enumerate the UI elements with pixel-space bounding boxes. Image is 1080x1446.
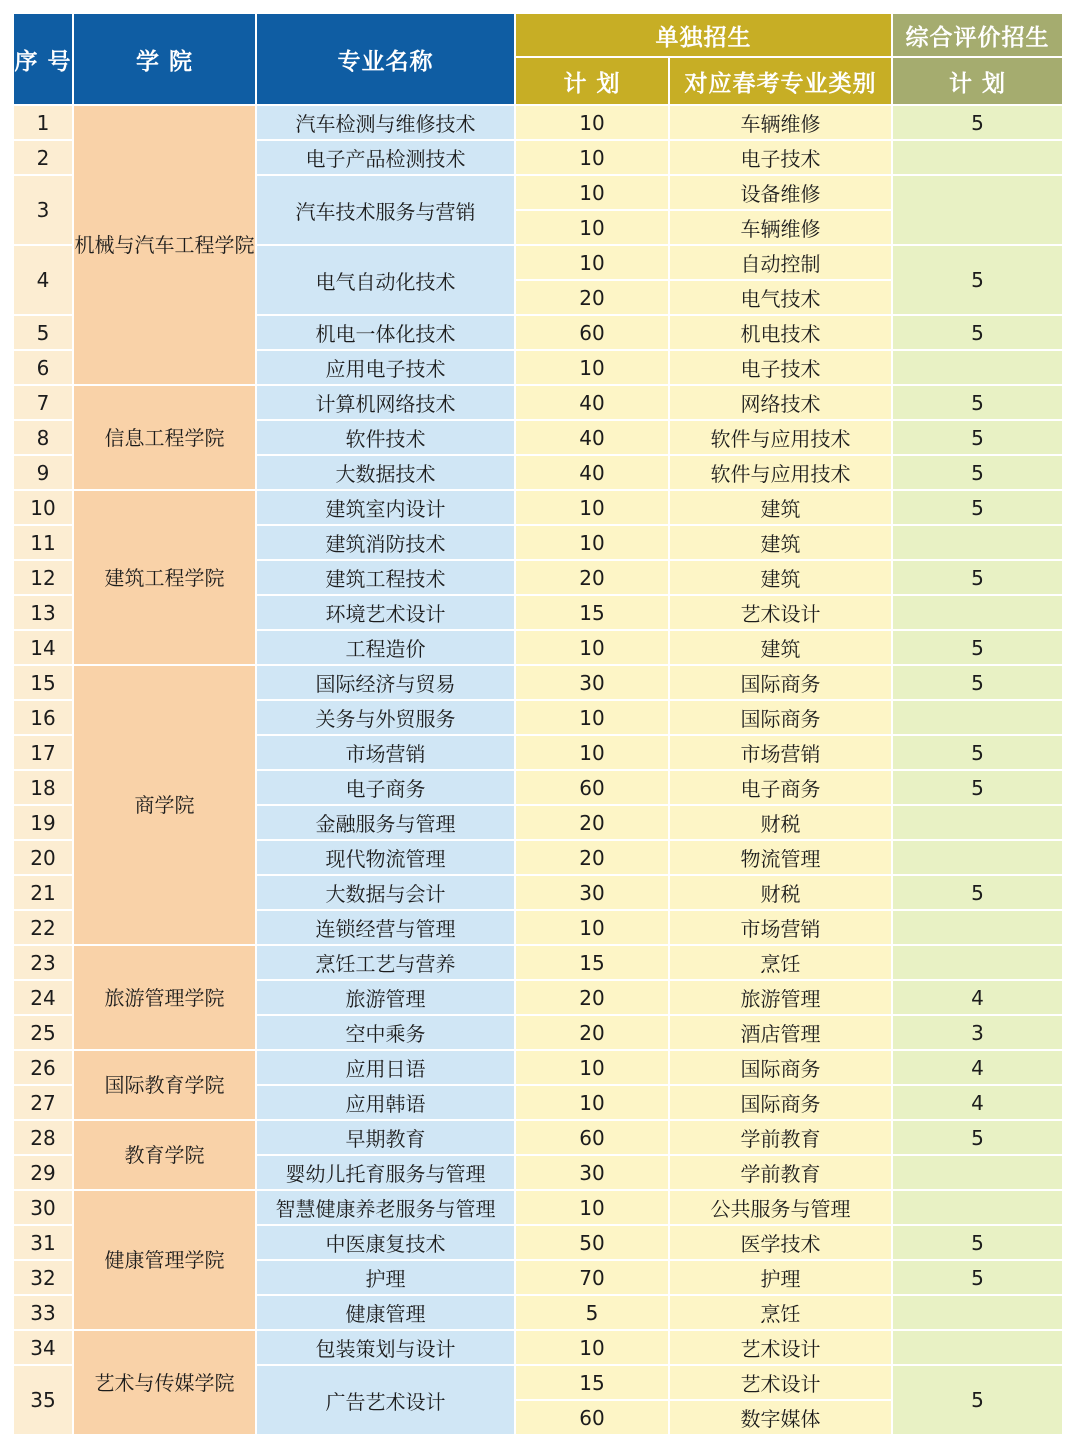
comprehensive-plan: [893, 806, 1064, 841]
spring-exam-category: 市场营销: [670, 911, 893, 946]
spring-exam-category: 财税: [670, 876, 893, 911]
header-comprehensive-plan: 计 划: [893, 58, 1064, 106]
comprehensive-plan: 3: [893, 1016, 1064, 1051]
table-row: [14, 1051, 1064, 1086]
comprehensive-plan: [893, 526, 1064, 561]
row-seq: 3: [14, 176, 74, 246]
header-independent-enrollment: 单独招生: [516, 14, 893, 58]
spring-exam-category: 电子商务: [670, 771, 893, 806]
college-name: 艺术与传媒学院: [74, 1331, 257, 1436]
independent-plan: 10: [516, 736, 670, 771]
row-seq: 30: [14, 1191, 74, 1226]
row-seq: 19: [14, 806, 74, 841]
college-name: 信息工程学院: [74, 386, 257, 491]
spring-exam-category: 艺术设计: [670, 1331, 893, 1366]
comprehensive-plan: 5: [893, 1366, 1064, 1436]
spring-exam-category: 数字媒体: [670, 1401, 893, 1436]
enrollment-plan-table: [14, 14, 1064, 1436]
row-seq: 31: [14, 1226, 74, 1261]
comprehensive-plan: 5: [893, 876, 1064, 911]
table-header: [14, 14, 1064, 106]
independent-plan: 10: [516, 701, 670, 736]
independent-plan: 70: [516, 1261, 670, 1296]
spring-exam-category: 学前教育: [670, 1121, 893, 1156]
row-seq: 24: [14, 981, 74, 1016]
row-seq: 2: [14, 141, 74, 176]
table-body: [14, 106, 1064, 1436]
comprehensive-plan: 5: [893, 106, 1064, 141]
spring-exam-category: 设备维修: [670, 176, 893, 211]
row-seq: 29: [14, 1156, 74, 1191]
header-comprehensive-enrollment: 综合评价招生: [893, 14, 1064, 58]
comprehensive-plan: 5: [893, 631, 1064, 666]
major-name: 应用日语: [257, 1051, 516, 1086]
row-seq: 33: [14, 1296, 74, 1331]
header-major: 专业名称: [257, 14, 516, 106]
major-name: 市场营销: [257, 736, 516, 771]
spring-exam-category: 车辆维修: [670, 106, 893, 141]
spring-exam-category: 物流管理: [670, 841, 893, 876]
row-seq: 13: [14, 596, 74, 631]
row-seq: 25: [14, 1016, 74, 1051]
major-name: 应用电子技术: [257, 351, 516, 386]
college-name: 机械与汽车工程学院: [74, 106, 257, 386]
spring-exam-category: 艺术设计: [670, 1366, 893, 1401]
major-name: 中医康复技术: [257, 1226, 516, 1261]
spring-exam-category: 建筑: [670, 491, 893, 526]
spring-exam-category: 国际商务: [670, 701, 893, 736]
major-name: 烹饪工艺与营养: [257, 946, 516, 981]
independent-plan: 5: [516, 1296, 670, 1331]
spring-exam-category: 公共服务与管理: [670, 1191, 893, 1226]
college-name: 健康管理学院: [74, 1191, 257, 1331]
major-name: 电子产品检测技术: [257, 141, 516, 176]
header-college: 学 院: [74, 14, 257, 106]
major-name: 现代物流管理: [257, 841, 516, 876]
row-seq: 15: [14, 666, 74, 701]
spring-exam-category: 酒店管理: [670, 1016, 893, 1051]
table-row: [14, 1191, 1064, 1226]
independent-plan: 10: [516, 1051, 670, 1086]
comprehensive-plan: 4: [893, 981, 1064, 1016]
spring-exam-category: 车辆维修: [670, 211, 893, 246]
spring-exam-category: 财税: [670, 806, 893, 841]
row-seq: 23: [14, 946, 74, 981]
comprehensive-plan: [893, 1191, 1064, 1226]
spring-exam-category: 国际商务: [670, 666, 893, 701]
comprehensive-plan: 5: [893, 386, 1064, 421]
major-name: 电气自动化技术: [257, 246, 516, 316]
independent-plan: 10: [516, 176, 670, 211]
spring-exam-category: 自动控制: [670, 246, 893, 281]
major-name: 大数据与会计: [257, 876, 516, 911]
spring-exam-category: 建筑: [670, 631, 893, 666]
independent-plan: 10: [516, 911, 670, 946]
row-seq: 21: [14, 876, 74, 911]
spring-exam-category: 软件与应用技术: [670, 456, 893, 491]
major-name: 建筑消防技术: [257, 526, 516, 561]
independent-plan: 20: [516, 1016, 670, 1051]
college-name: 国际教育学院: [74, 1051, 257, 1121]
row-seq: 11: [14, 526, 74, 561]
table-row: [14, 1121, 1064, 1156]
independent-plan: 15: [516, 946, 670, 981]
major-name: 婴幼儿托育服务与管理: [257, 1156, 516, 1191]
row-seq: 17: [14, 736, 74, 771]
row-seq: 35: [14, 1366, 74, 1436]
spring-exam-category: 旅游管理: [670, 981, 893, 1016]
major-name: 智慧健康养老服务与管理: [257, 1191, 516, 1226]
comprehensive-plan: 5: [893, 316, 1064, 351]
row-seq: 20: [14, 841, 74, 876]
college-name: 建筑工程学院: [74, 491, 257, 666]
row-seq: 12: [14, 561, 74, 596]
independent-plan: 40: [516, 421, 670, 456]
independent-plan: 20: [516, 561, 670, 596]
comprehensive-plan: 5: [893, 421, 1064, 456]
comprehensive-plan: [893, 946, 1064, 981]
major-name: 建筑室内设计: [257, 491, 516, 526]
major-name: 早期教育: [257, 1121, 516, 1156]
comprehensive-plan: 5: [893, 1226, 1064, 1261]
row-seq: 32: [14, 1261, 74, 1296]
row-seq: 22: [14, 911, 74, 946]
spring-exam-category: 医学技术: [670, 1226, 893, 1261]
comprehensive-plan: [893, 1156, 1064, 1191]
row-seq: 14: [14, 631, 74, 666]
major-name: 电子商务: [257, 771, 516, 806]
independent-plan: 50: [516, 1226, 670, 1261]
row-seq: 7: [14, 386, 74, 421]
independent-plan: 10: [516, 211, 670, 246]
major-name: 空中乘务: [257, 1016, 516, 1051]
independent-plan: 60: [516, 771, 670, 806]
row-seq: 26: [14, 1051, 74, 1086]
row-seq: 18: [14, 771, 74, 806]
major-name: 环境艺术设计: [257, 596, 516, 631]
independent-plan: 40: [516, 386, 670, 421]
row-seq: 4: [14, 246, 74, 316]
major-name: 护理: [257, 1261, 516, 1296]
comprehensive-plan: [893, 841, 1064, 876]
major-name: 广告艺术设计: [257, 1366, 516, 1436]
spring-exam-category: 学前教育: [670, 1156, 893, 1191]
spring-exam-category: 市场营销: [670, 736, 893, 771]
comprehensive-plan: [893, 1296, 1064, 1331]
comprehensive-plan: 4: [893, 1051, 1064, 1086]
table-row: [14, 386, 1064, 421]
comprehensive-plan: 5: [893, 666, 1064, 701]
major-name: 健康管理: [257, 1296, 516, 1331]
spring-exam-category: 国际商务: [670, 1086, 893, 1121]
major-name: 汽车检测与维修技术: [257, 106, 516, 141]
independent-plan: 10: [516, 1331, 670, 1366]
independent-plan: 10: [516, 1086, 670, 1121]
independent-plan: 20: [516, 281, 670, 316]
independent-plan: 10: [516, 246, 670, 281]
table-row: [14, 1331, 1064, 1366]
spring-exam-category: 软件与应用技术: [670, 421, 893, 456]
spring-exam-category: 艺术设计: [670, 596, 893, 631]
independent-plan: 60: [516, 1121, 670, 1156]
row-seq: 10: [14, 491, 74, 526]
independent-plan: 10: [516, 526, 670, 561]
spring-exam-category: 电子技术: [670, 141, 893, 176]
independent-plan: 15: [516, 1366, 670, 1401]
table-row: [14, 491, 1064, 526]
major-name: 工程造价: [257, 631, 516, 666]
independent-plan: 20: [516, 981, 670, 1016]
major-name: 旅游管理: [257, 981, 516, 1016]
comprehensive-plan: [893, 701, 1064, 736]
comprehensive-plan: 5: [893, 456, 1064, 491]
row-seq: 5: [14, 316, 74, 351]
major-name: 关务与外贸服务: [257, 701, 516, 736]
comprehensive-plan: 5: [893, 736, 1064, 771]
major-name: 汽车技术服务与营销: [257, 176, 516, 246]
independent-plan: 60: [516, 1401, 670, 1436]
comprehensive-plan: 5: [893, 1121, 1064, 1156]
comprehensive-plan: 5: [893, 561, 1064, 596]
independent-plan: 30: [516, 1156, 670, 1191]
major-name: 金融服务与管理: [257, 806, 516, 841]
row-seq: 1: [14, 106, 74, 141]
independent-plan: 15: [516, 596, 670, 631]
row-seq: 16: [14, 701, 74, 736]
table-row: [14, 946, 1064, 981]
comprehensive-plan: [893, 351, 1064, 386]
comprehensive-plan: [893, 1331, 1064, 1366]
independent-plan: 40: [516, 456, 670, 491]
spring-exam-category: 电气技术: [670, 281, 893, 316]
major-name: 计算机网络技术: [257, 386, 516, 421]
row-seq: 8: [14, 421, 74, 456]
comprehensive-plan: 5: [893, 491, 1064, 526]
row-seq: 34: [14, 1331, 74, 1366]
independent-plan: 10: [516, 491, 670, 526]
major-name: 连锁经营与管理: [257, 911, 516, 946]
independent-plan: 10: [516, 351, 670, 386]
table-row: [14, 666, 1064, 701]
independent-plan: 10: [516, 1191, 670, 1226]
major-name: 机电一体化技术: [257, 316, 516, 351]
independent-plan: 60: [516, 316, 670, 351]
row-seq: 27: [14, 1086, 74, 1121]
college-name: 教育学院: [74, 1121, 257, 1191]
major-name: 应用韩语: [257, 1086, 516, 1121]
header-seq: 序 号: [14, 14, 74, 106]
independent-plan: 30: [516, 876, 670, 911]
comprehensive-plan: [893, 596, 1064, 631]
spring-exam-category: 烹饪: [670, 1296, 893, 1331]
comprehensive-plan: 5: [893, 771, 1064, 806]
header-spring-exam-category: 对应春考专业类别: [670, 58, 893, 106]
major-name: 国际经济与贸易: [257, 666, 516, 701]
major-name: 软件技术: [257, 421, 516, 456]
spring-exam-category: 护理: [670, 1261, 893, 1296]
comprehensive-plan: [893, 911, 1064, 946]
major-name: 包装策划与设计: [257, 1331, 516, 1366]
table-row: [14, 106, 1064, 141]
independent-plan: 10: [516, 141, 670, 176]
spring-exam-category: 建筑: [670, 561, 893, 596]
independent-plan: 20: [516, 806, 670, 841]
spring-exam-category: 烹饪: [670, 946, 893, 981]
spring-exam-category: 机电技术: [670, 316, 893, 351]
spring-exam-category: 网络技术: [670, 386, 893, 421]
spring-exam-category: 国际商务: [670, 1051, 893, 1086]
independent-plan: 30: [516, 666, 670, 701]
college-name: 旅游管理学院: [74, 946, 257, 1051]
comprehensive-plan: [893, 141, 1064, 176]
independent-plan: 20: [516, 841, 670, 876]
spring-exam-category: 电子技术: [670, 351, 893, 386]
independent-plan: 10: [516, 106, 670, 141]
independent-plan: 10: [516, 631, 670, 666]
comprehensive-plan: 5: [893, 1261, 1064, 1296]
major-name: 建筑工程技术: [257, 561, 516, 596]
comprehensive-plan: 5: [893, 246, 1064, 316]
comprehensive-plan: [893, 176, 1064, 246]
spring-exam-category: 建筑: [670, 526, 893, 561]
row-seq: 28: [14, 1121, 74, 1156]
row-seq: 9: [14, 456, 74, 491]
header-plan: 计 划: [516, 58, 670, 106]
major-name: 大数据技术: [257, 456, 516, 491]
row-seq: 6: [14, 351, 74, 386]
college-name: 商学院: [74, 666, 257, 946]
comprehensive-plan: 4: [893, 1086, 1064, 1121]
